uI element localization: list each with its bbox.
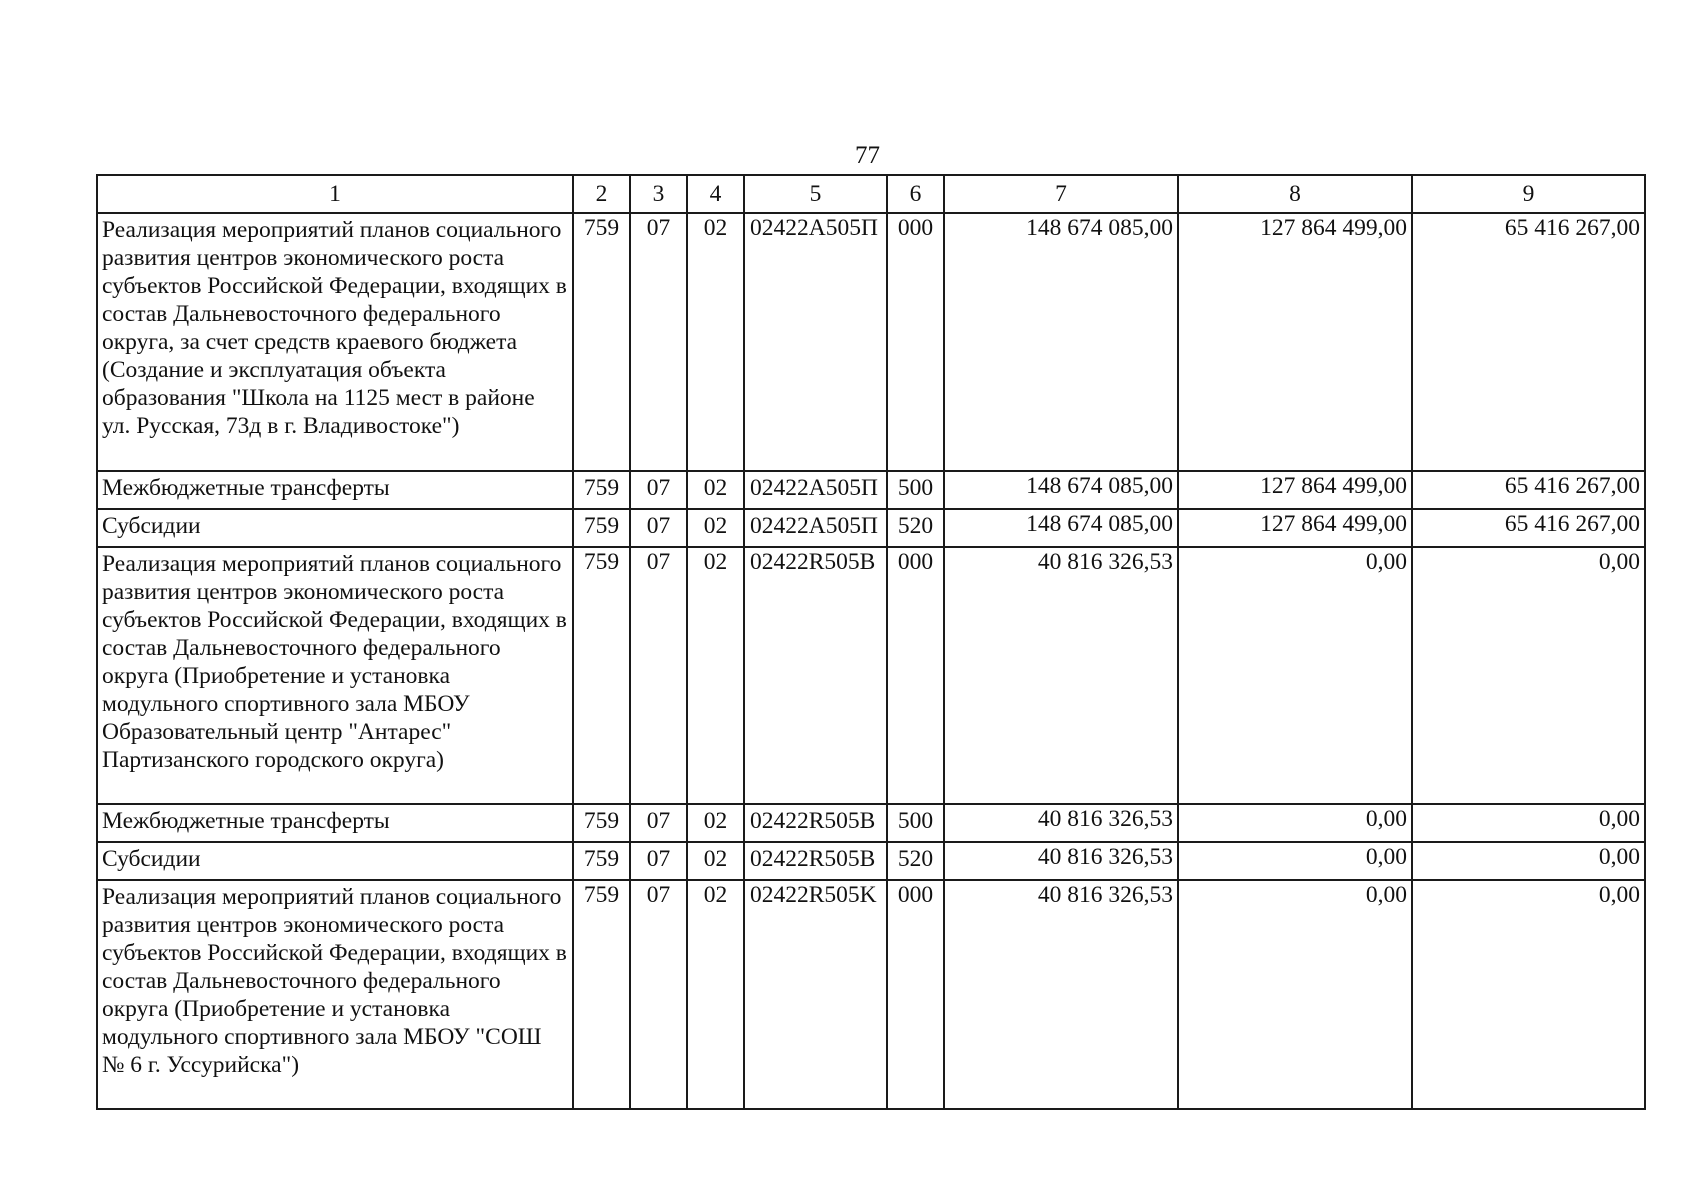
amount-col7: 148 674 085,00 — [944, 213, 1178, 471]
budget-table — [96, 174, 1646, 1110]
subsection-code: 02 — [687, 471, 744, 509]
target-article-code: 02422А505П — [744, 213, 887, 471]
row-description: Субсидии — [97, 842, 573, 880]
amount-col9: 0,00 — [1412, 547, 1645, 804]
row-description: Межбюджетные трансферты — [97, 471, 573, 509]
section-code: 07 — [630, 547, 687, 804]
target-article-code: 02422А505П — [744, 509, 887, 547]
table-row — [97, 471, 1645, 509]
subsection-code: 02 — [687, 880, 744, 1109]
column-header: 6 — [887, 175, 944, 213]
expense-type-code: 000 — [887, 547, 944, 804]
page-number: 77 — [855, 142, 880, 169]
header-row — [97, 175, 1645, 213]
row-description: Субсидии — [97, 509, 573, 547]
amount-col9: 65 416 267,00 — [1412, 509, 1645, 547]
subsection-code: 02 — [687, 509, 744, 547]
section-code: 07 — [630, 213, 687, 471]
subsection-code: 02 — [687, 547, 744, 804]
subsection-code: 02 — [687, 213, 744, 471]
amount-col8: 0,00 — [1178, 842, 1412, 880]
section-code: 07 — [630, 471, 687, 509]
target-article-code: 02422R505B — [744, 842, 887, 880]
section-code: 07 — [630, 509, 687, 547]
amount-col7: 40 816 326,53 — [944, 842, 1178, 880]
table-row — [97, 880, 1645, 1109]
column-header: 4 — [687, 175, 744, 213]
subsection-code: 02 — [687, 804, 744, 842]
column-header: 8 — [1178, 175, 1412, 213]
ministry-code: 759 — [573, 509, 630, 547]
column-header: 1 — [97, 175, 573, 213]
row-description: Реализация мероприятий планов социального развития центров экономического роста субъектов Российской Федерации, входящих в состав Дальневосточного федерального округа (Приобретение и установка модульного спортивного зала МБОУ "СОШ № 6 г. Уссурийска") — [97, 880, 573, 1109]
table-row — [97, 804, 1645, 842]
expense-type-code: 520 — [887, 509, 944, 547]
ministry-code: 759 — [573, 842, 630, 880]
column-header: 9 — [1412, 175, 1645, 213]
amount-col7: 148 674 085,00 — [944, 509, 1178, 547]
expense-type-code: 000 — [887, 880, 944, 1109]
section-code: 07 — [630, 880, 687, 1109]
target-article-code: 02422А505П — [744, 471, 887, 509]
ministry-code: 759 — [573, 880, 630, 1109]
amount-col9: 0,00 — [1412, 880, 1645, 1109]
row-description: Реализация мероприятий планов социального развития центров экономического роста субъектов Российской Федерации, входящих в состав Дальневосточного федерального округа (Приобретение и установка модульного спортивного зала МБОУ Образовательный центр "Антарес" Партизанского городского округа) — [97, 547, 573, 804]
column-header: 2 — [573, 175, 630, 213]
subsection-code: 02 — [687, 842, 744, 880]
table-row — [97, 213, 1645, 471]
ministry-code: 759 — [573, 471, 630, 509]
amount-col7: 40 816 326,53 — [944, 880, 1178, 1109]
column-header: 7 — [944, 175, 1178, 213]
column-header: 5 — [744, 175, 887, 213]
amount-col8: 0,00 — [1178, 880, 1412, 1109]
column-header: 3 — [630, 175, 687, 213]
amount-col7: 40 816 326,53 — [944, 547, 1178, 804]
amount-col8: 0,00 — [1178, 804, 1412, 842]
section-code: 07 — [630, 804, 687, 842]
expense-type-code: 500 — [887, 471, 944, 509]
table-row — [97, 547, 1645, 804]
table-row — [97, 842, 1645, 880]
row-description: Реализация мероприятий планов социального развития центров экономического роста субъектов Российской Федерации, входящих в состав Дальневосточного федерального округа, за счет средств краевого бюджета (Создание и эксплуатация объекта образования "Школа на 1125 мест в районе ул. Русская, 73д в г. Владивостоке") — [97, 213, 573, 471]
ministry-code: 759 — [573, 804, 630, 842]
section-code: 07 — [630, 842, 687, 880]
amount-col8: 127 864 499,00 — [1178, 509, 1412, 547]
target-article-code: 02422R505K — [744, 880, 887, 1109]
amount-col7: 148 674 085,00 — [944, 471, 1178, 509]
amount-col9: 0,00 — [1412, 842, 1645, 880]
ministry-code: 759 — [573, 213, 630, 471]
ministry-code: 759 — [573, 547, 630, 804]
amount-col8: 0,00 — [1178, 547, 1412, 804]
amount-col7: 40 816 326,53 — [944, 804, 1178, 842]
expense-type-code: 520 — [887, 842, 944, 880]
target-article-code: 02422R505B — [744, 547, 887, 804]
amount-col9: 0,00 — [1412, 804, 1645, 842]
amount-col8: 127 864 499,00 — [1178, 213, 1412, 471]
expense-type-code: 500 — [887, 804, 944, 842]
amount-col9: 65 416 267,00 — [1412, 213, 1645, 471]
table-row — [97, 509, 1645, 547]
expense-type-code: 000 — [887, 213, 944, 471]
amount-col8: 127 864 499,00 — [1178, 471, 1412, 509]
row-description: Межбюджетные трансферты — [97, 804, 573, 842]
target-article-code: 02422R505B — [744, 804, 887, 842]
amount-col9: 65 416 267,00 — [1412, 471, 1645, 509]
